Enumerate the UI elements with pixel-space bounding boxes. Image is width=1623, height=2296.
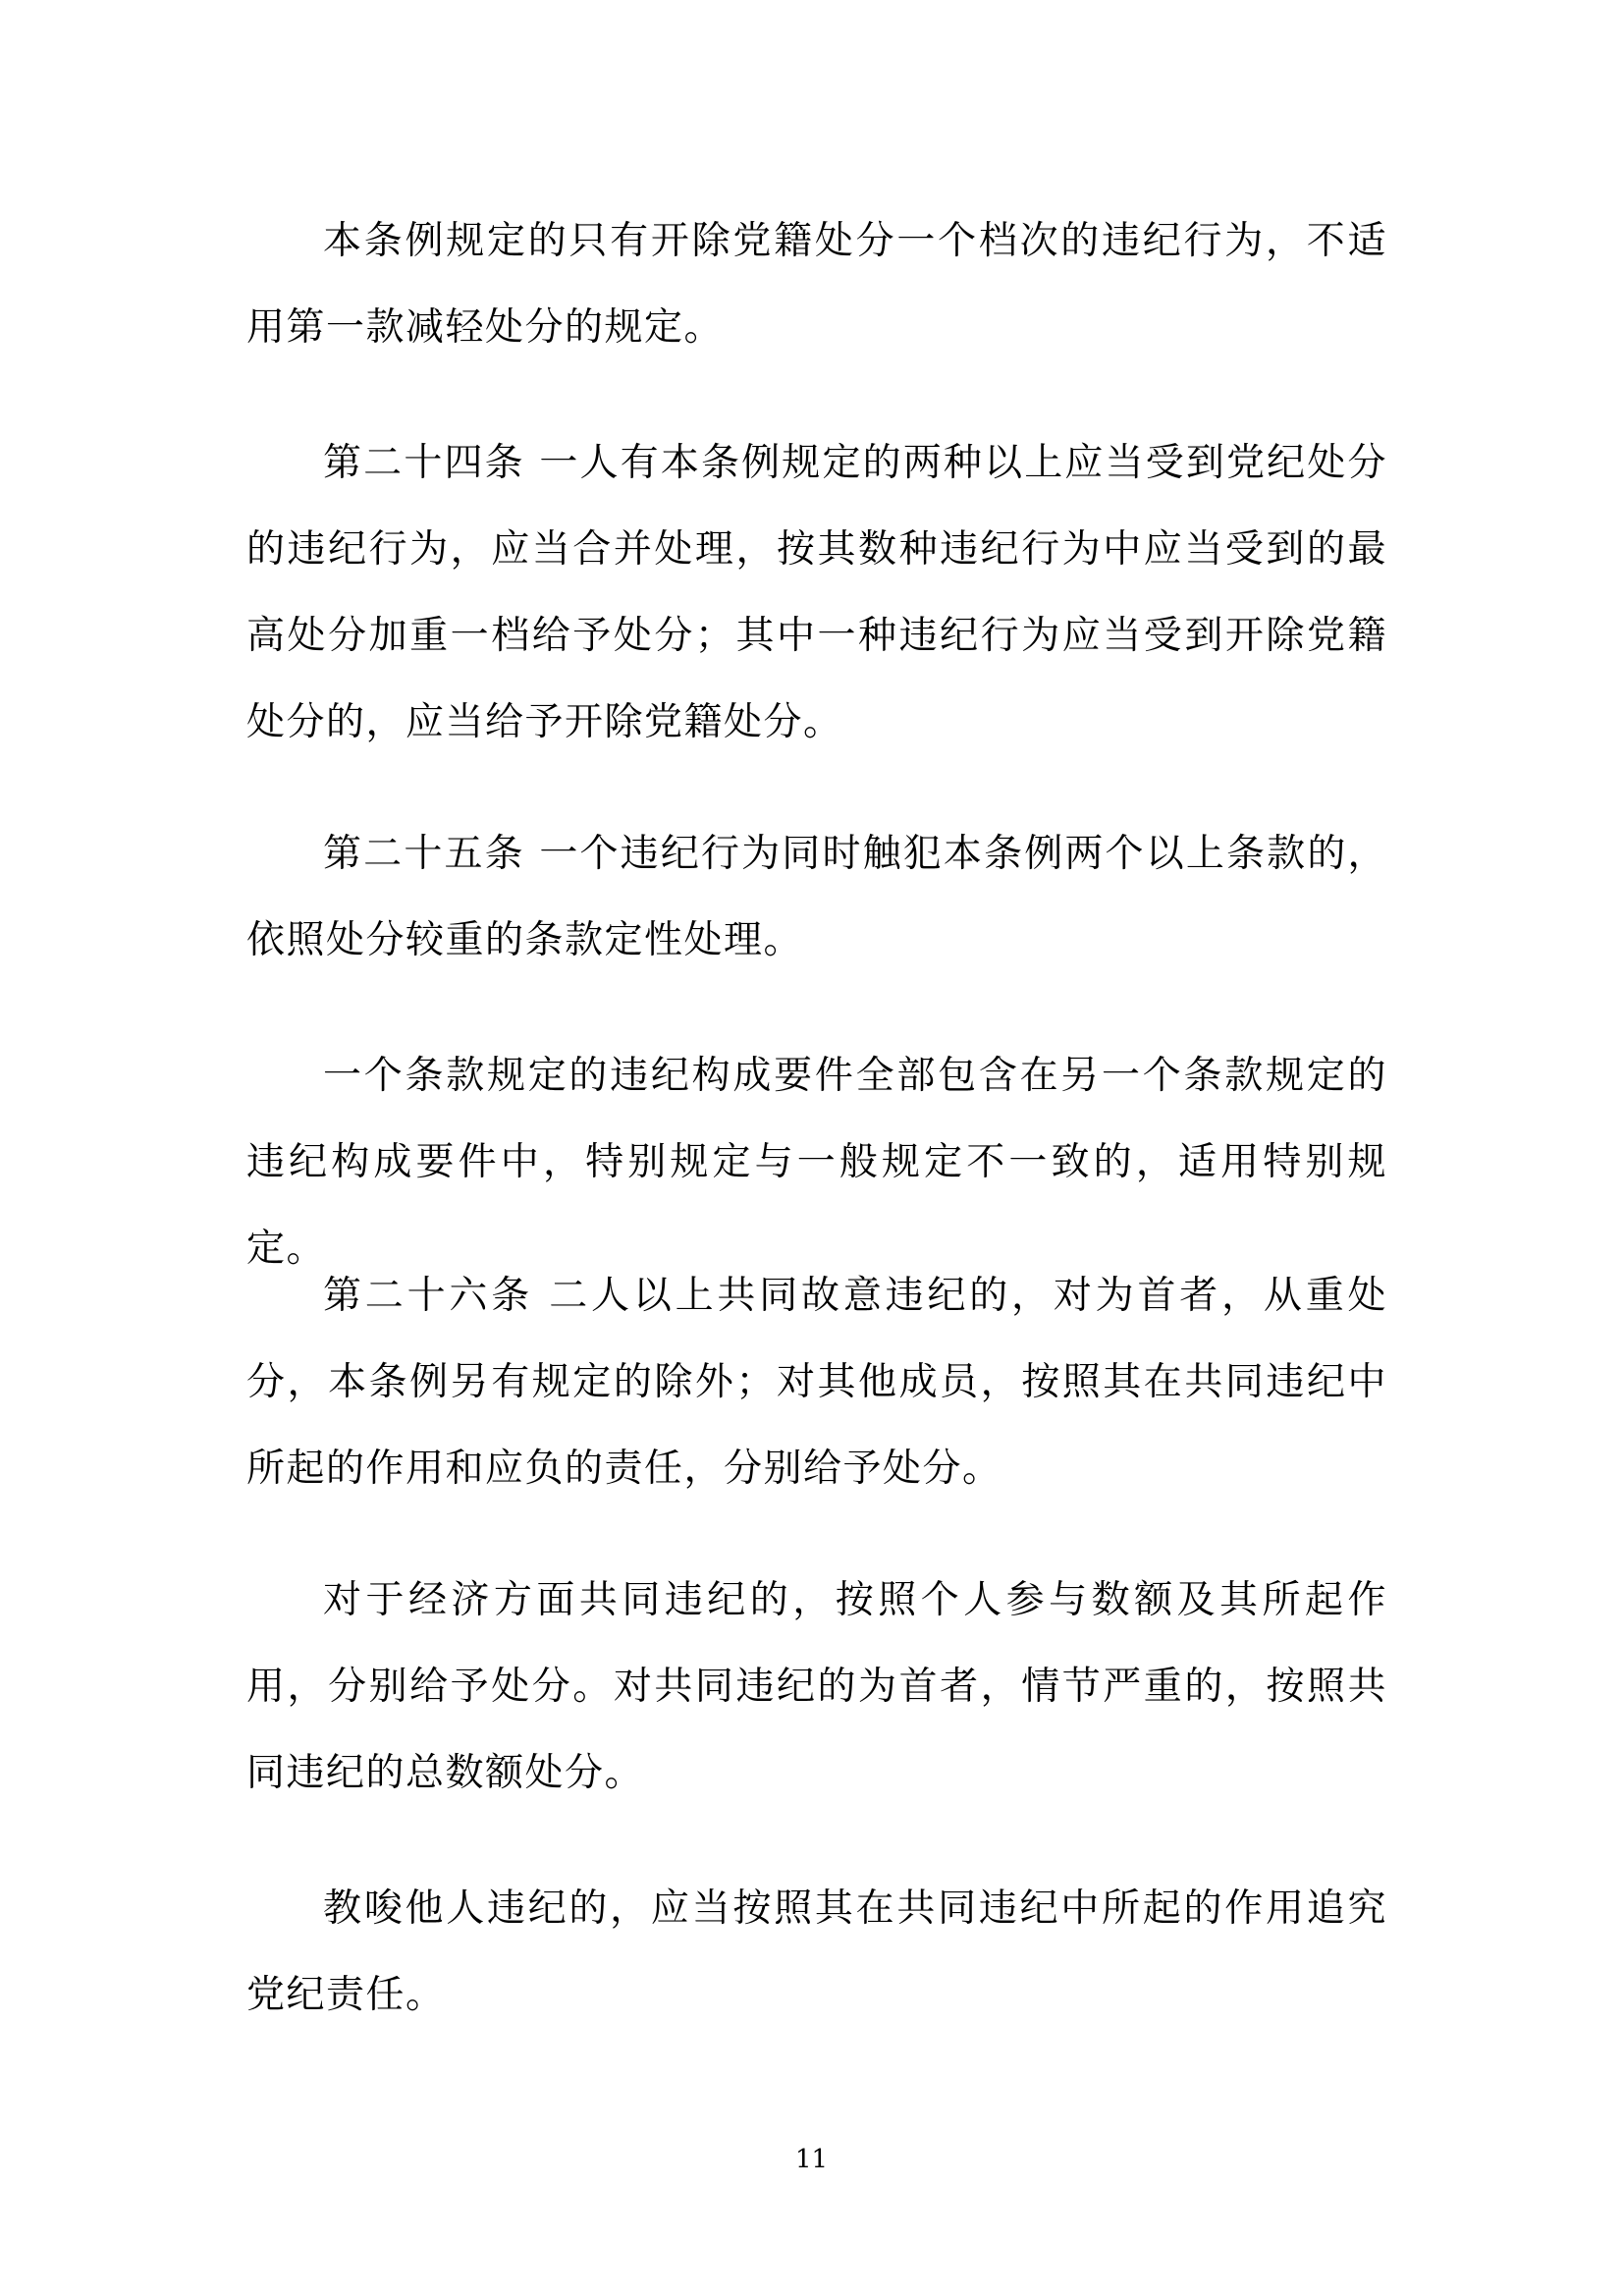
paragraph-article-25: 第二十五条 一个违纪行为同时触犯本条例两个以上条款的，依照处分较重的条款定性处理。 <box>246 832 1387 962</box>
paragraph-special-provision-rule: 一个条款规定的违纪构成要件全部包含在另一个条款规定的违纪构成要件中，特别规定与一般规定不一致的，适用特别规定。 <box>246 1054 1387 1271</box>
paragraph-no-mitigation-rule: 本条例规定的只有开除党籍处分一个档次的违纪行为，不适用第一款减轻处分的规定。 <box>246 219 1387 350</box>
paragraph-instigation: 教唆他人违纪的，应当按照其在共同违纪中所起的作用追究党纪责任。 <box>246 1886 1387 2017</box>
paragraph-article-24: 第二十四条 一人有本条例规定的两种以上应当受到党纪处分的违纪行为，应当合并处理，按其数种违纪行为中应当受到的最高处分加重一档给予处分；其中一种违纪行为应当受到开除党籍处分的，应当给予开除党籍处分。 <box>246 441 1387 744</box>
paragraph-article-26: 第二十六条 二人以上共同故意违纪的，对为首者，从重处分，本条例另有规定的除外；对其他成员，按照其在共同违纪中所起的作用和应负的责任，分别给予处分。 <box>246 1274 1387 1491</box>
page-number: 11 <box>794 2145 829 2174</box>
paragraph-economic-joint-violation: 对于经济方面共同违纪的，按照个人参与数额及其所起作用，分别给予处分。对共同违纪的为首者，情节严重的，按照共同违纪的总数额处分。 <box>246 1578 1387 1795</box>
